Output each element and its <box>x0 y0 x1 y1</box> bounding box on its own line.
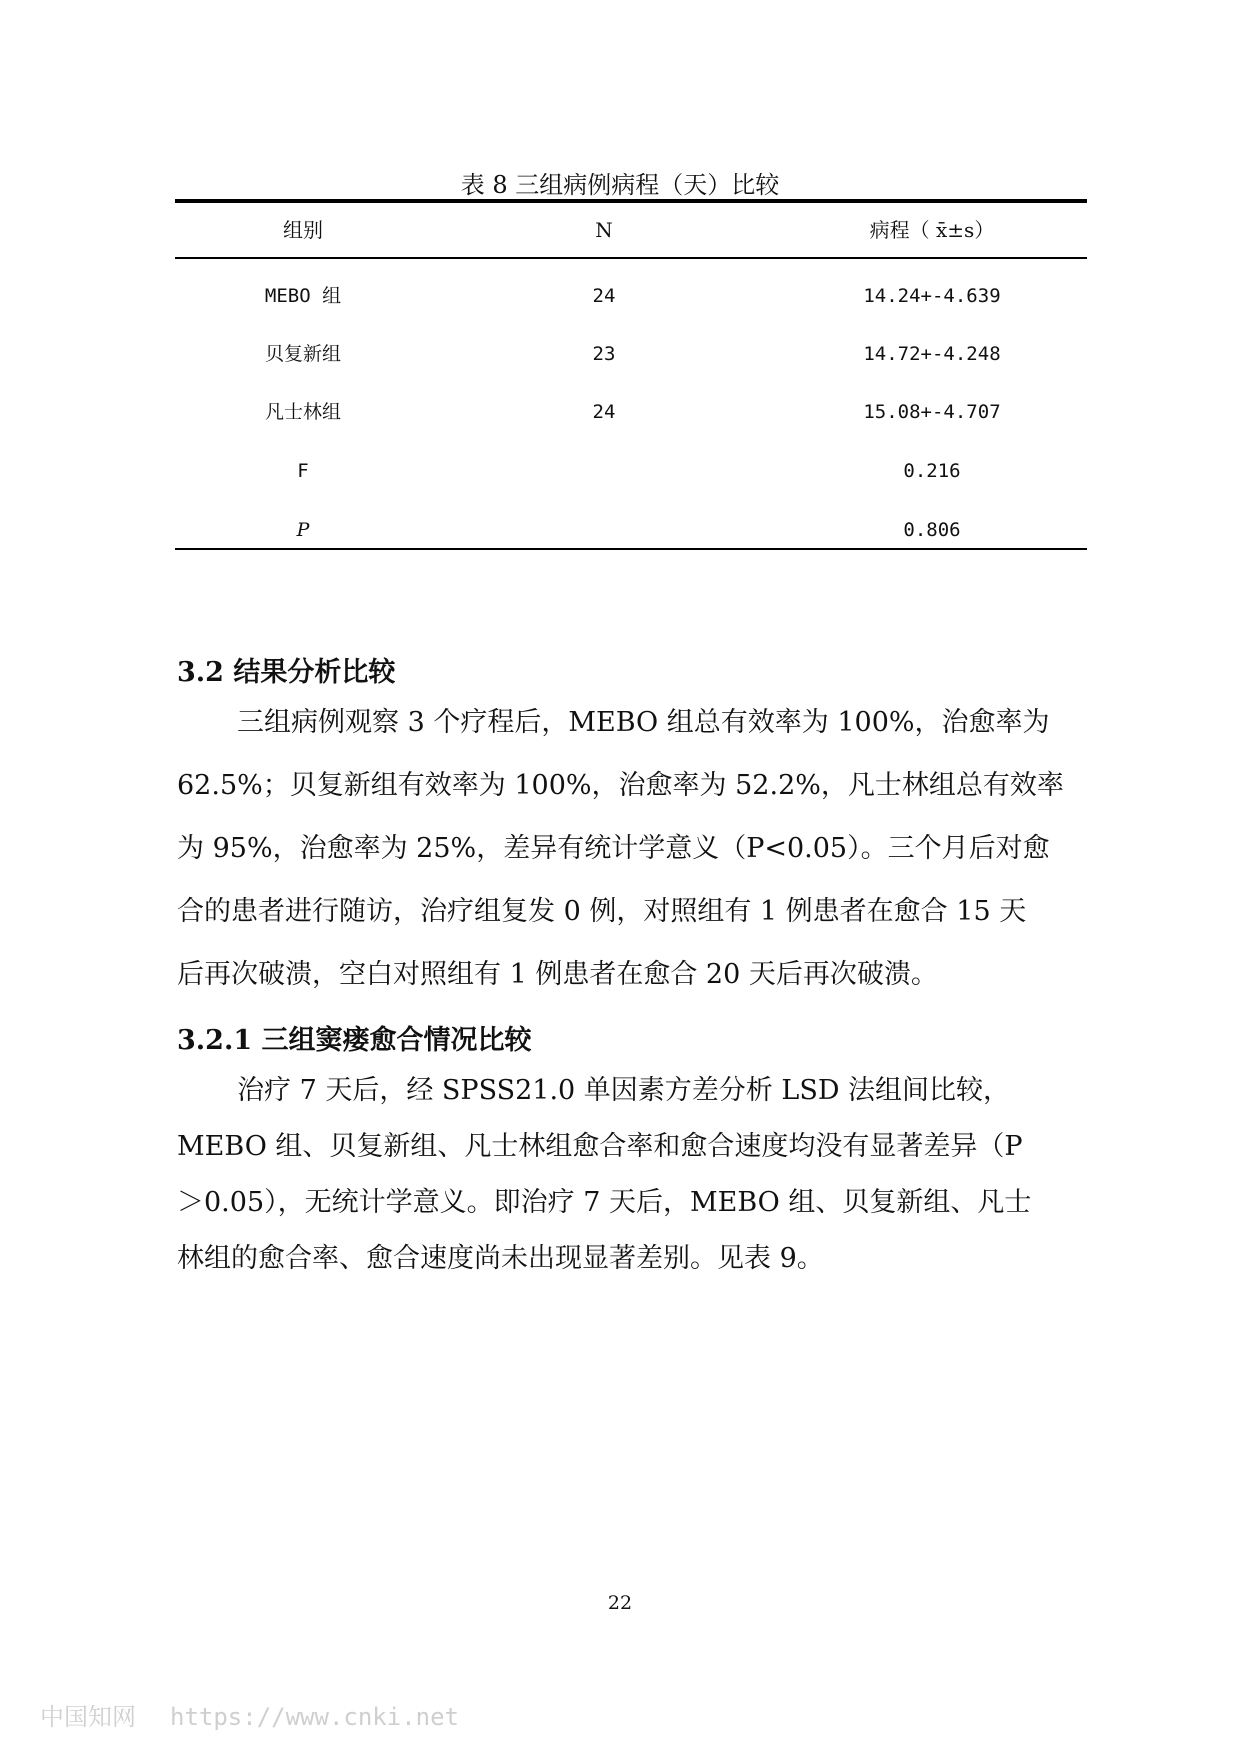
cell-course: 14.72+-4.248 <box>863 343 1001 365</box>
cell-n: 23 <box>592 343 616 365</box>
table-row <box>175 451 1087 491</box>
table-caption: 表 8 三组病例病程（天）比较 <box>460 171 780 199</box>
page-number: 22 <box>607 1592 633 1614</box>
cell-group: MEBO 组 <box>264 285 342 307</box>
paragraph-line: ＞0.05），无统计学意义。即治疗 7 天后，MEBO 组、贝复新组、凡士 <box>177 1187 1032 1218</box>
table-row <box>175 392 1087 432</box>
paragraph-line: 治疗 7 天后，经 SPSS21.0 单因素方差分析 LSD 法组间比较， <box>237 1075 1011 1106</box>
cell-course: 14.24+-4.639 <box>863 285 1001 307</box>
cell-statistic-value: 0.216 <box>903 460 961 482</box>
paragraph-line: 林组的愈合率、愈合速度尚未出现显著差别。见表 9。 <box>177 1243 824 1274</box>
table-row <box>175 334 1087 374</box>
section-heading: 3.2 结果分析比较 <box>177 657 396 688</box>
paragraph-line: 三组病例观察 3 个疗程后，MEBO 组总有效率为 100%，治愈率为 <box>237 707 1050 738</box>
cnki-watermark <box>40 1697 459 1732</box>
paragraph-line: MEBO 组、贝复新组、凡士林组愈合率和愈合速度均没有显著差异（P <box>177 1131 1023 1162</box>
cell-statistic-label: F <box>297 460 309 482</box>
paragraph-line: 后再次破溃，空白对照组有 1 例患者在愈合 20 天后再次破溃。 <box>177 959 938 990</box>
cell-n: 24 <box>592 401 616 423</box>
paragraph-line: 合的患者进行随访，治疗组复发 0 例，对照组有 1 例患者在愈合 15 天 <box>177 896 1027 927</box>
paragraph-line: 62.5%；贝复新组有效率为 100%，治愈率为 52.2%，凡士林组总有效率 <box>177 770 1064 801</box>
cell-course: 15.08+-4.707 <box>863 401 1001 423</box>
table-row <box>175 276 1087 316</box>
watermark-url: https://www.cnki.net <box>170 1703 459 1731</box>
cell-group: 贝复新组 <box>264 343 341 365</box>
table-header-row <box>175 210 1087 250</box>
watermark-brand: 中国知网 <box>40 1703 136 1731</box>
cell-n <box>431 451 777 491</box>
cell-group: 凡士林组 <box>264 401 341 423</box>
paragraph-line: 为 95%，治愈率为 25%，差异有统计学意义（P<0.05）。三个月后对愈 <box>177 833 1050 864</box>
cell-statistic-label: P <box>296 519 310 541</box>
cell-n: 24 <box>592 285 616 307</box>
table-bottom-rule <box>175 548 1087 550</box>
subsection-heading: 3.2.1 三组窦瘘愈合情况比较 <box>177 1025 532 1056</box>
cell-n <box>431 510 777 550</box>
header-group: 组别 <box>283 218 323 242</box>
header-n: N <box>595 218 613 242</box>
table-header-rule <box>175 257 1087 259</box>
header-course: 病程（ x̄±s） <box>869 218 995 242</box>
cell-statistic-value: 0.806 <box>903 519 961 541</box>
table-top-rule <box>175 199 1087 203</box>
table-row <box>175 510 1087 550</box>
